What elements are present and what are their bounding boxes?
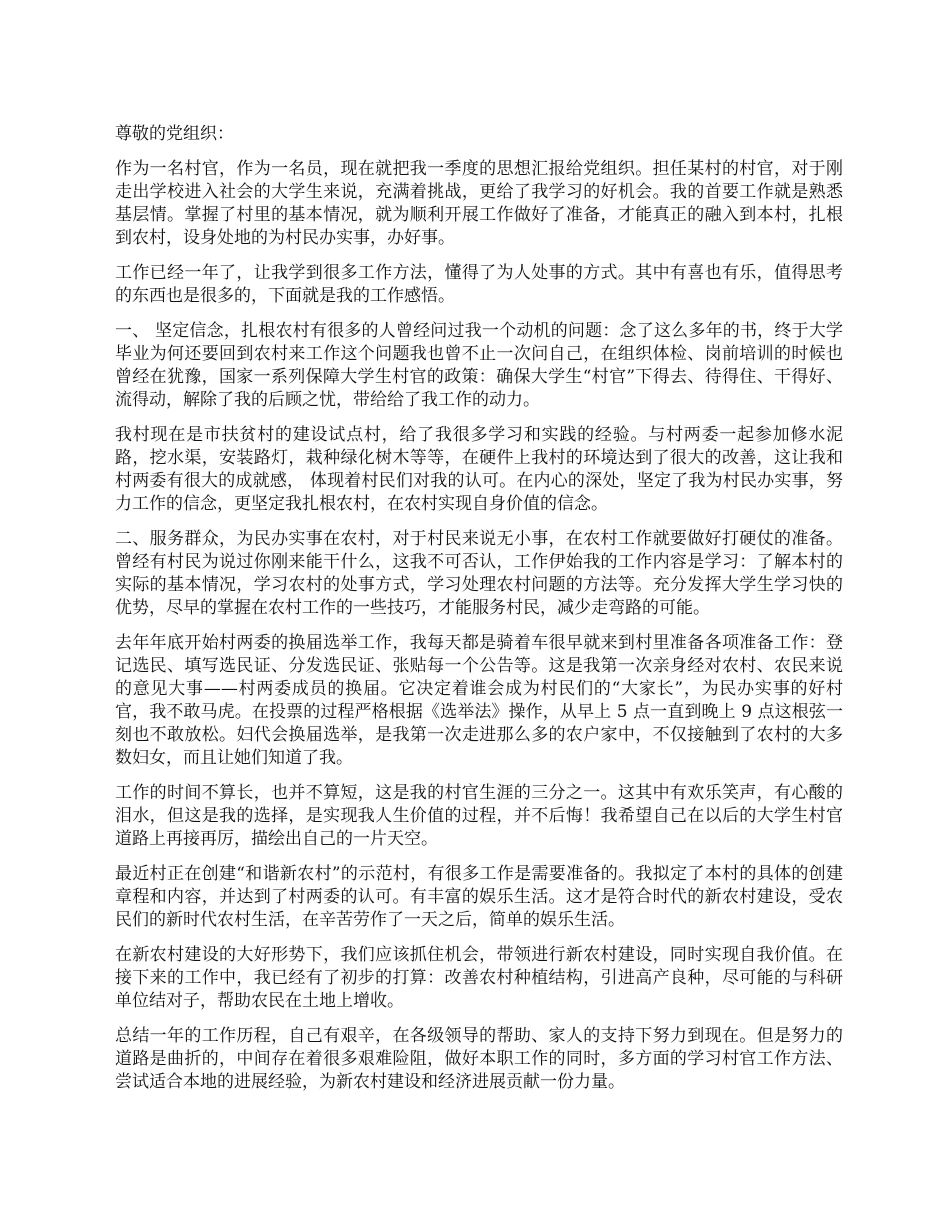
paragraph-5: 二、服务群众，为民办实事在农村，对于村民来说无小事，在农村工作就要做好打硬仗的准备。曾经有村民为说过你刚来能干什么，这我不可否认，工作伊始我的工作内容是学习：了解本村的实际的基本情况，学习农村的处事方式，学习处理农村问题的方法等。充分发挥大学生学习快的优势，尽早的掌握在农村工作的一些技巧，才能服务村民，减少走弯路的可能。 (115, 529, 843, 618)
paragraph-1: 作为一名村官，作为一名员，现在就把我一季度的思想汇报给党组织。担任某村的村官，对于刚走出学校进入社会的大学生来说，充满着挑战，更给了我学习的好机会。我的首要工作就是熟悉基层情。掌握了村里的基本情况，就为顺利开展工作做好了准备，才能真正的融入到本村，扎根到农村，设身处地的为村民办实事，办好事。 (115, 159, 843, 248)
paragraph-4: 我村现在是市扶贫村的建设试点村，给了我很多学习和实践的经验。与村两委一起参加修水泥路，挖水渠，安装路灯，栽种绿化树木等等，在硬件上我村的环境达到了很大的改善，这让我和村两委有很大的成就感， 体现着村民们对我的认可。在内心的深处，坚定了我为村民办实事，努力工作的信念，更坚定我扎根农村，在农村实现自身价值的信念。 (115, 425, 843, 514)
document-body (115, 123, 843, 1106)
paragraph-3: 一、 坚定信念，扎根农村有很多的人曾经问过我一个动机的问题：念了这么多年的书，终于大学毕业为何还要回到农村来工作这个问题我也曾不止一次问自己，在组织体检、岗前培训的时候也曾经在犹豫，国家一系列保障大学生村官的政策：确保大学生“村官”下得去、待得住、干得好、流得动，解除了我的后顾之忧，带给给了我工作的动力。 (115, 321, 843, 410)
paragraph-10: 总结一年的工作历程，自己有艰辛，在各级领导的帮助、家人的支持下努力到现在。但是努力的道路是曲折的，中间存在着很多艰难险阻，做好本职工作的同时，多方面的学习村官工作方法、尝试适合本地的进展经验，为新农村建设和经济进展贡献一份力量。 (115, 1026, 843, 1092)
salutation: 尊敬的党组织： (115, 124, 234, 144)
paragraph-9: 在新农村建设的大好形势下，我们应该抓住机会，带领进行新农村建设，同时实现自我价值。在接下来的工作中，我已经有了初步的打算：改善农村种植结构，引进高产良种，尽可能的与科研单位结对子，帮助农民在土地上增收。 (115, 945, 843, 1011)
paragraph-2: 工作已经一年了，让我学到很多工作方法，懂得了为人处事的方式。其中有喜也有乐，值得思考的东西也是很多的，下面就是我的工作感悟。 (115, 263, 843, 306)
paragraph-8: 最近村正在创建“和谐新农村”的示范村，有很多工作是需要准备的。我拟定了本村的具体的创建章程和内容，并达到了村两委的认可。有丰富的娱乐生活。这才是符合时代的新农村建设，受农民们的新时代农村生活，在辛苦劳作了一天之后，简单的娱乐生活。 (115, 864, 843, 930)
paragraph-7: 工作的时间不算长，也并不算短，这是我的村官生涯的三分之一。这其中有欢乐笑声，有心酸的泪水，但这是我的选择，是实现我人生价值的过程，并不后悔！我希望自己在以后的大学生村官道路上再接再厉，描绘出自己的一片天空。 (115, 783, 843, 849)
paragraph-6: 去年年底开始村两委的换届选举工作，我每天都是骑着车很早就来到村里准备各项准备工作：登记选民、填写选民证、分发选民证、张贴每一个公告等。这是我第一次亲身经对农村、农民来说的意见大事——村两委成员的换届。它决定着谁会成为村民们的“大家长”，为民办实事的好村官，我不敢马虎。在投票的过程严格根据《选举法》操作，从早上 5 点一直到晚上 9 点这根弦一刻也不敢放松。妇代会换届选举，是我第一次走进那么多的农户家中，不仅接触到了农村的大多数妇女，而且让她们知道了我。 (115, 633, 843, 768)
